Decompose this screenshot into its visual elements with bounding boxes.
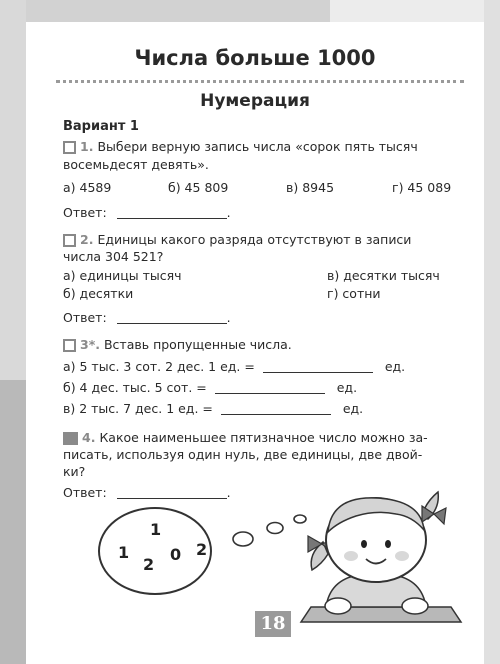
bubble-digit: 1 — [150, 520, 162, 539]
q1-option-c[interactable]: в) 8945 — [286, 180, 335, 195]
q3-item-c-expr: в) 2 тыс. 7 дес. 1 ед. = — [63, 401, 213, 416]
q1-text: Выбери верную запись числа «сорок пять тысяч — [97, 139, 418, 154]
left-cheek — [344, 551, 358, 561]
right-hand-icon — [402, 598, 428, 614]
variant-label: Вариант 1 — [63, 119, 139, 134]
thought-dot-small — [294, 515, 306, 523]
left-hand-icon — [325, 598, 351, 614]
q2-number: 2. — [80, 232, 94, 247]
q1-line2: восемьдесят девять». — [63, 157, 209, 172]
q2-option-d[interactable]: г) сотни — [327, 286, 381, 301]
bubble-digit: 2 — [143, 555, 155, 574]
q4-text: Какое наименьшее пятизначное число можно за- — [99, 430, 428, 445]
bubble-digit: 0 — [170, 545, 182, 564]
workbook-page — [26, 22, 484, 664]
right-eye-icon — [385, 540, 391, 548]
q2-text: Единицы какого разряда отсутствуют в записи — [97, 232, 412, 247]
q3-text: Вставь пропущенные числа. — [103, 337, 292, 352]
q1-option-d[interactable]: г) 45 089 — [392, 180, 452, 195]
section-title: Нумерация — [200, 91, 310, 111]
q2-option-c[interactable]: в) десятки тысяч — [327, 268, 440, 283]
q3-item-c-unit: ед. — [342, 401, 364, 416]
page-number: 18 — [255, 611, 291, 637]
bubble-digit: 2 — [196, 540, 208, 559]
left-eye-icon — [361, 540, 367, 548]
q2-answer: Ответ: . — [63, 310, 231, 325]
q4-line2: писать, используя один нуль, две единицы, две двой- — [63, 447, 423, 462]
thought-dot-large — [233, 532, 253, 546]
desk-icon — [301, 607, 461, 622]
q2-option-a[interactable]: а) единицы тысяч — [63, 268, 182, 283]
q4-answer: Ответ: . — [63, 485, 231, 500]
right-cheek — [395, 551, 409, 561]
q3-item-a-expr: а) 5 тыс. 3 сот. 2 дес. 1 ед. = — [63, 359, 255, 374]
q1-option-b[interactable]: б) 45 809 — [168, 180, 229, 195]
bubble-digit: 1 — [118, 543, 130, 562]
page-title: Числа больше 1000 — [134, 46, 376, 70]
q1-answer-label: Ответ: — [63, 205, 107, 220]
q4-number: 4. — [82, 430, 96, 445]
right-margin-band — [484, 0, 500, 664]
q3-item-b-expr: б) 4 дес. тыс. 5 сот. = — [63, 380, 207, 395]
left-margin-band-dark — [0, 380, 26, 664]
q4-answer-label: Ответ: — [63, 485, 107, 500]
q4-line3: ки? — [63, 464, 86, 479]
q1-option-a[interactable]: а) 4589 — [63, 180, 112, 195]
q3-item-a-unit: ед. — [384, 359, 406, 374]
q1-number: 1. — [80, 139, 94, 154]
q2-option-b[interactable]: б) десятки — [63, 286, 134, 301]
q3-number: 3*. — [80, 337, 100, 352]
q3-item-b-unit: ед. — [336, 380, 358, 395]
q1-answer: Ответ: . — [63, 205, 231, 220]
q2-answer-label: Ответ: — [63, 310, 107, 325]
q2-line2: числа 304 521? — [63, 249, 164, 264]
thought-dot-medium — [267, 523, 283, 534]
girl-thinking-illustration — [26, 22, 484, 664]
